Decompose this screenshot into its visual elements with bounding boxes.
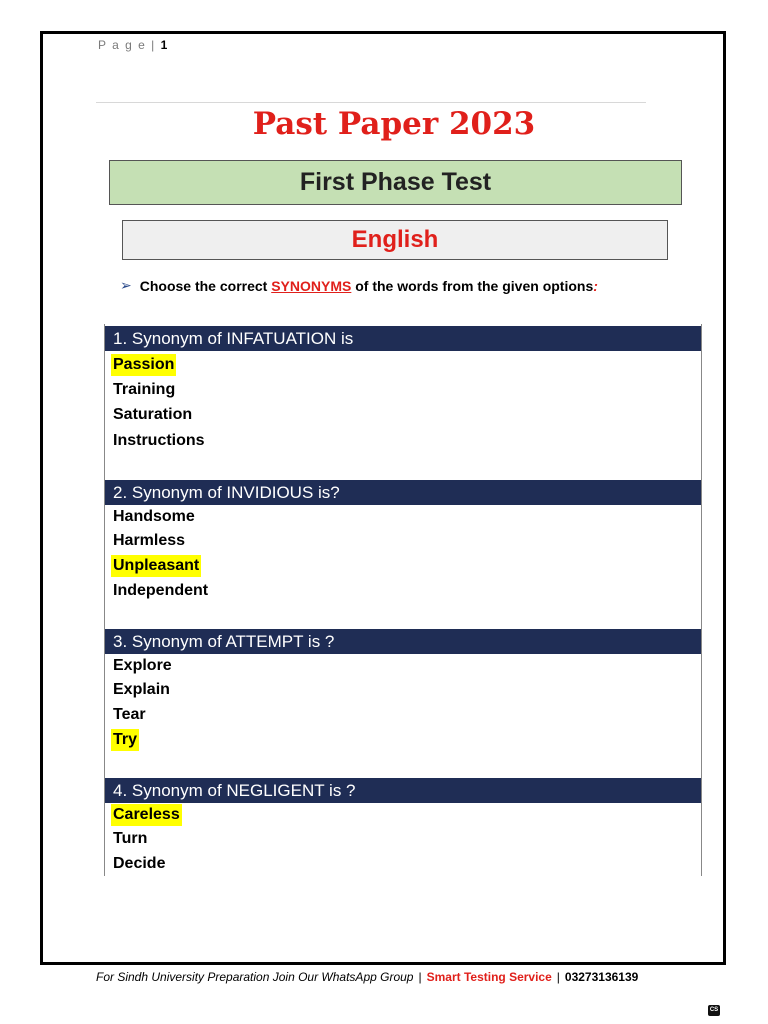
page-number-value: 1 <box>160 38 168 52</box>
footer-phone: 03273136139 <box>564 970 639 984</box>
instruction-suffix: of the words from the given options <box>355 277 594 294</box>
instruction-line <box>120 277 598 294</box>
question-header: 4. Synonym of NEGLIGENT is ? <box>105 778 701 803</box>
instruction-colon: : <box>593 277 598 294</box>
questions-table <box>104 324 702 876</box>
option: Decide <box>113 855 166 872</box>
camscanner-badge-icon: CS <box>708 1005 720 1016</box>
option-correct: Unpleasant <box>111 555 201 577</box>
option: Explore <box>113 657 172 674</box>
question-header: 1. Synonym of INFATUATION is <box>105 326 701 351</box>
footer-text: For Sindh University Preparation Join Our WhatsApp Group <box>96 970 414 984</box>
option: Tear <box>113 706 146 723</box>
option-correct: Passion <box>111 354 176 376</box>
option: Training <box>113 381 176 398</box>
page-label: P a g e | <box>98 38 156 52</box>
option: Turn <box>113 830 148 847</box>
option: Explain <box>113 681 170 698</box>
option-correct: Careless <box>111 804 182 826</box>
paper-title: Past Paper 2023 <box>252 106 536 142</box>
question-header: 2. Synonym of INVIDIOUS is? <box>105 480 701 505</box>
option: Instructions <box>113 432 205 449</box>
question-header: 3. Synonym of ATTEMPT is ? <box>105 629 701 654</box>
subject-banner: English <box>122 220 668 260</box>
option: Harmless <box>113 532 186 549</box>
page-footer <box>96 970 638 984</box>
option: Handsome <box>113 508 195 525</box>
arrow-bullet-icon: ➢ <box>120 277 132 293</box>
option-correct: Try <box>111 729 139 751</box>
header-divider <box>96 102 646 103</box>
footer-separator: | <box>556 970 560 984</box>
phase-banner: First Phase Test <box>109 160 682 205</box>
instruction-prefix: Choose the correct <box>139 277 268 294</box>
option: Saturation <box>113 406 193 423</box>
option: Independent <box>113 582 209 599</box>
footer-brand: Smart Testing Service <box>426 970 552 984</box>
page-number <box>98 38 167 52</box>
instruction-keyword: SYNONYMS <box>271 277 352 294</box>
footer-separator: | <box>418 970 422 984</box>
